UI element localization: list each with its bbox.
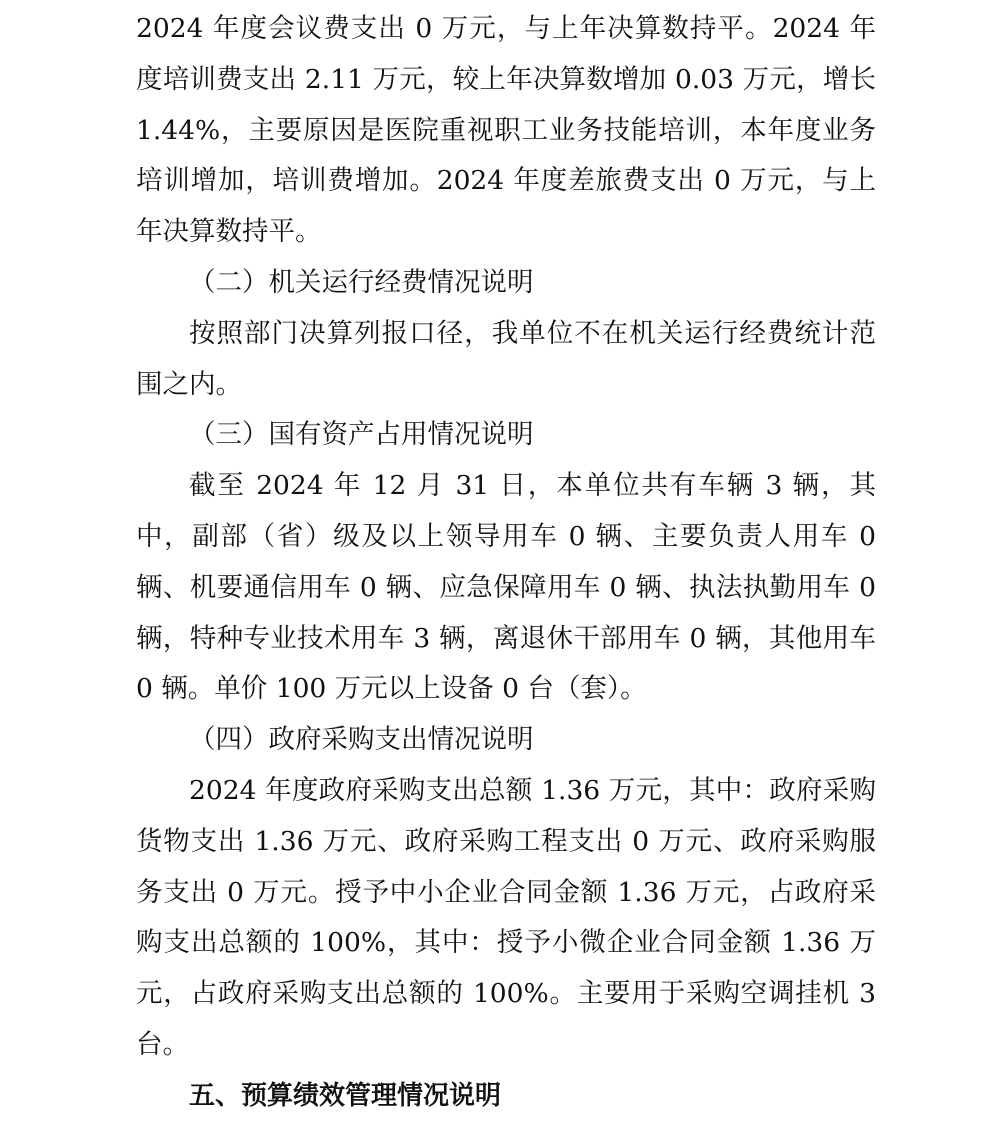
section-heading-operating-costs: （二）机关运行经费情况说明	[189, 266, 534, 298]
paragraph-state-assets: 截至 2024 年 12 月 31 日，本单位共有车辆 3 辆，其中，副部（省）级及以上领导用车 0 辆、主要负责人用车 0 辆、机要通信用车 0 辆、应急保障用车 0 辆、执法执勤用车 0 辆，特种专业技术用车 3 辆，离退休干部用车 0 辆，其他用车 0 辆。单价 100 万元以上设备 0 台（套）。	[136, 470, 876, 705]
document-page	[136, 4, 876, 1122]
section-heading-performance-management: 五、预算绩效管理情况说明	[189, 1080, 502, 1111]
section-heading-procurement: （四）政府采购支出情况说明	[189, 724, 534, 756]
paragraph-procurement: 2024 年度政府采购支出总额 1.36 万元，其中：政府采购货物支出 1.36 万元、政府采购工程支出 0 万元、政府采购服务支出 0 万元。授予中小企业合同金额 1.36 万元，占政府采购支出总额的 100%，其中：授予小微企业合同金额 1.36 万元，占政府采购支出总额的 100%。主要用于采购空调挂机 3 台。	[136, 774, 876, 1060]
paragraph-meeting-training-travel: 2024 年度会议费支出 0 万元，与上年决算数持平。2024 年度培训费支出 2.11 万元，较上年决算数增加 0.03 万元，增长 1.44%，主要原因是医院重视职工业务技能培训，本年度业务培训增加，培训费增加。2024 年度差旅费支出 0 万元，与上年决算数持平。	[136, 13, 876, 248]
paragraph-operating-costs: 按照部门决算列报口径，我单位不在机关运行经费统计范围之内。	[136, 317, 876, 400]
section-heading-state-assets: （三）国有资产占用情况说明	[189, 419, 534, 451]
